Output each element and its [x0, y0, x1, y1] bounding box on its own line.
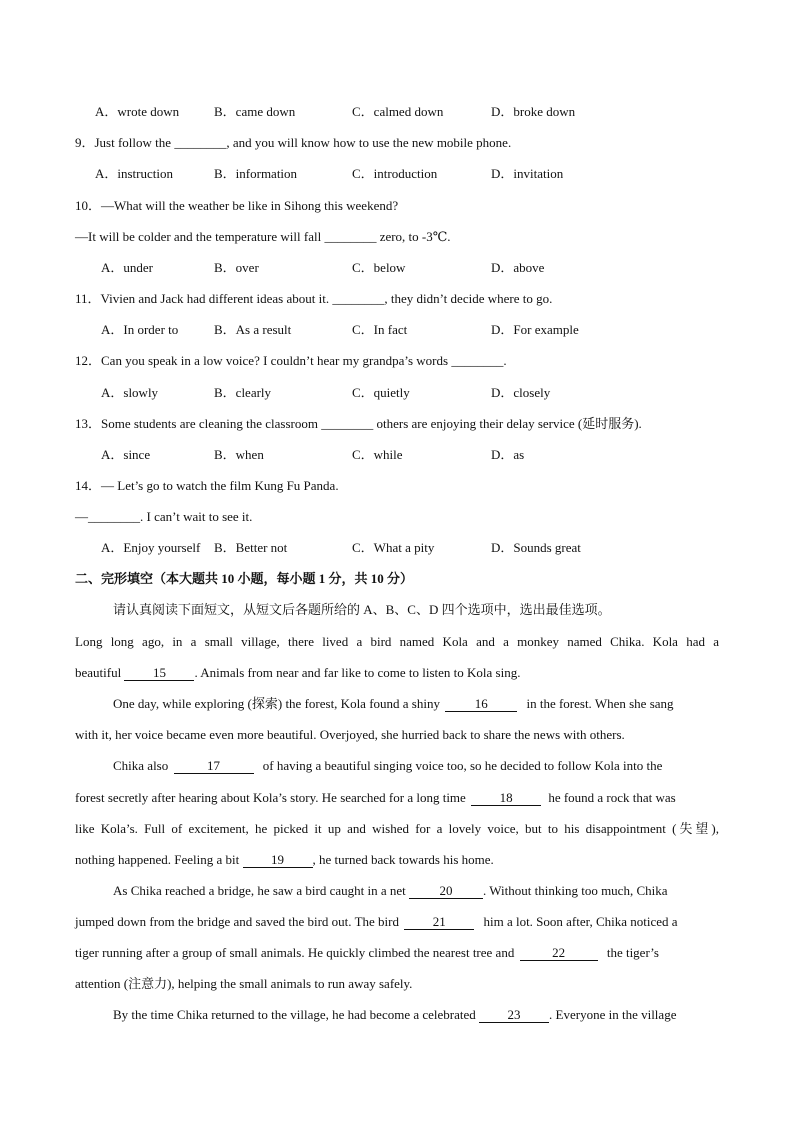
passage-p5-line1: By the time Chika returned to the village, he had become a celebrated 23 . Everyone in the village: [113, 1007, 677, 1022]
q14-answer: —________. I can’t wait to see it.: [75, 509, 253, 524]
passage-p4-line3: tiger running after a group of small animals. He quickly climbed the nearest tree and 22 the tiger’s: [75, 945, 659, 960]
q8-option-c: C．calmed down: [352, 104, 444, 119]
q10-option-a: A．under: [101, 260, 153, 275]
passage-p4-line1: As Chika reached a bridge, he saw a bird caught in a net 20 . Without thinking too much, Chika: [113, 883, 668, 898]
q10-answer: —It will be colder and the temperature will fall ________ zero, to -3℃.: [75, 229, 451, 244]
blank-22: 22: [520, 946, 598, 961]
blank-15: 15: [124, 666, 194, 681]
q11-option-a: A．In order to: [101, 322, 179, 337]
q12-option-d: D．closely: [491, 385, 551, 400]
blank-16: 16: [445, 697, 517, 712]
q12-question: 12．Can you speak in a low voice? I couldn’t hear my grandpa’s words ________.: [75, 353, 507, 368]
q10-option-b: B．over: [214, 260, 259, 275]
q10-option-c: C．below: [352, 260, 406, 275]
q11-option-b: B．As a result: [214, 322, 292, 337]
q13-option-b: B．when: [214, 447, 264, 462]
passage-p1-line2: beautiful 15 . Animals from near and far like to come to listen to Kola sing.: [75, 665, 521, 680]
blank-23: 23: [479, 1008, 549, 1023]
q9-option-c: C．introduction: [352, 166, 438, 181]
q11-option-c: C．In fact: [352, 322, 408, 337]
q8-option-d: D．broke down: [491, 104, 576, 119]
section-instruction: 请认真阅读下面短文，从短文后各题所给的 A、B、C、D 四个选项中，选出最佳选项。: [113, 602, 611, 617]
q14-blank: ________: [88, 509, 140, 524]
q14-option-b: B．Better not: [214, 540, 288, 555]
q10-question: 10．—What will the weather be like in Sihong this weekend?: [75, 198, 399, 213]
passage-p3-line3: like Kola’s. Full of excitement, he picked it up and wished for a lovely voice, but to his disappointment (失望),: [75, 821, 719, 836]
q10-option-d: D．above: [491, 260, 545, 275]
q14-question: 14．— Let’s go to watch the film Kung Fu Panda.: [75, 478, 339, 493]
blank-17: 17: [174, 759, 254, 774]
passage-p3-line2: forest secretly after hearing about Kola’s story. He searched for a long time 18 he found a rock that was: [75, 790, 676, 805]
q11-option-d: D．For example: [491, 322, 579, 337]
passage-p2-line1: One day, while exploring (探索) the forest, Kola found a shiny 16 in the forest. When she sang: [113, 696, 674, 711]
q13-option-d: D．as: [491, 447, 525, 462]
q8-option-a: A．wrote down: [95, 104, 180, 119]
passage-p3-line1: Chika also 17 of having a beautiful singing voice too, so he decided to follow Kola into the: [113, 758, 663, 773]
section-heading: 二、完形填空（本大题共 10 小题，每小题 1 分，共 10 分）: [75, 571, 414, 586]
blank-20: 20: [409, 884, 483, 899]
q12-option-b: B．clearly: [214, 385, 272, 400]
q9-blank: ________: [174, 135, 227, 150]
q12-option-a: A．slowly: [101, 385, 159, 400]
blank-18: 18: [471, 791, 541, 806]
q9-option-b: B．information: [214, 166, 298, 181]
q13-blank: ________: [321, 416, 374, 431]
q14-option-c: C．What a pity: [352, 540, 435, 555]
passage-p4-line2: jumped down from the bridge and saved the bird out. The bird 21 him a lot. Soon after, Chika noticed a: [75, 914, 678, 929]
q11-blank: ________: [332, 291, 385, 306]
passage-p2-line2: with it, her voice became even more beautiful. Overjoyed, she hurried back to share the news with others.: [75, 727, 625, 742]
q14-option-d: D．Sounds great: [491, 540, 581, 555]
passage-p1-line1: Long long ago, in a small village, there lived a bird named Kola and a monkey named Chika. Kola had a: [75, 634, 719, 649]
q11-question: 11．Vivien and Jack had different ideas about it. ________, they didn’t decide where to go.: [75, 291, 553, 306]
q12-blank: ________: [451, 353, 504, 368]
passage-p4-line4: attention (注意力), helping the small animals to run away safely.: [75, 976, 413, 991]
q12-option-c: C．quietly: [352, 385, 410, 400]
q13-question: 13．Some students are cleaning the classroom ________ others are enjoying their delay service (延时服务).: [75, 416, 642, 431]
q10-blank: ________: [324, 229, 377, 244]
blank-21: 21: [404, 915, 474, 930]
q9-option-d: D．invitation: [491, 166, 564, 181]
blank-19: 19: [243, 853, 313, 868]
q14-option-a: A．Enjoy yourself: [101, 540, 201, 555]
q13-option-c: C．while: [352, 447, 403, 462]
q9-question: 9．Just follow the ________, and you will know how to use the new mobile phone.: [75, 135, 512, 150]
passage-p3-line4: nothing happened. Feeling a bit 19 , he turned back towards his home.: [75, 852, 494, 867]
q13-option-a: A．since: [101, 447, 151, 462]
q9-option-a: A．instruction: [95, 166, 173, 181]
q8-option-b: B．came down: [214, 104, 296, 119]
